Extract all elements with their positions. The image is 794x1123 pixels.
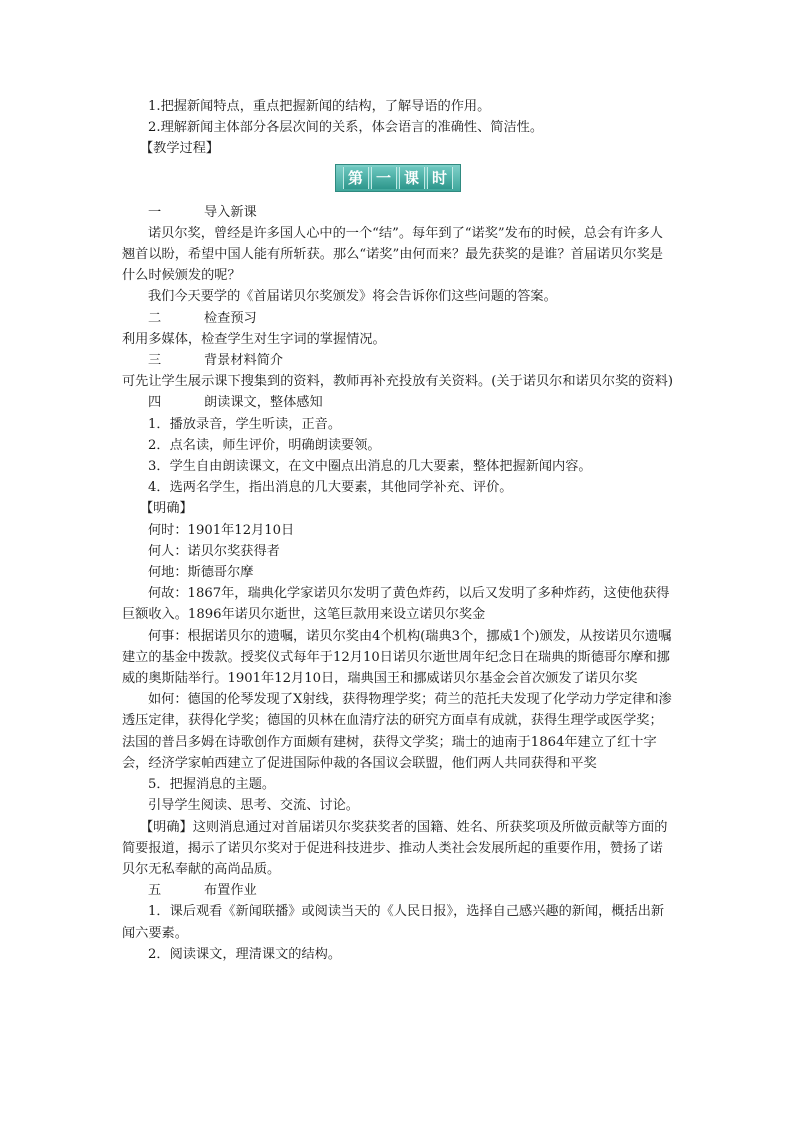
section-title: 布置作业 <box>204 883 257 899</box>
banner-char: 一 <box>371 167 397 189</box>
reading-step: 4．选两名学生，指出消息的几大要素，其他同学补充、评价。 <box>148 480 513 496</box>
section-heading-1 <box>122 202 674 223</box>
lesson-plan-page <box>122 96 674 965</box>
element-when: 何时：1901年12月10日 <box>148 522 295 538</box>
element-where: 何地：斯德哥尔摩 <box>148 565 254 581</box>
section-heading-3 <box>122 350 674 371</box>
intro-paragraph: 诺贝尔奖，曾经是许多国人心中的一个“结”。每年到了“诺奖”发布的时候，总会有许多人翘首以盼，希望中国人能有所斩获。那么“诺奖”由何而来？最先获奖的是谁？首届诺贝尔奖是什么时候颁发的呢？ <box>122 225 663 284</box>
section-heading-4 <box>122 392 674 413</box>
section-heading-2 <box>122 308 674 329</box>
preview-paragraph: 利用多媒体，检查学生对生字词的掌握情况。 <box>122 331 386 347</box>
banner-char: 第 <box>343 167 369 189</box>
element-why: 何故：1867年，瑞典化学家诺贝尔发明了黄色炸药，以后又发明了多种炸药，这使他获得巨额收入。1896年诺贝尔逝世，这笔巨款用来设立诺贝尔奖金 <box>122 586 670 623</box>
element-who: 何人：诺贝尔奖获得者 <box>148 543 280 559</box>
lesson-banner <box>335 164 461 192</box>
process-heading: 【教学过程】 <box>140 141 220 157</box>
section-title: 朗读课文，整体感知 <box>204 395 323 411</box>
section-number: 一 <box>148 204 162 220</box>
reading-step-5: 5．把握消息的主题。 <box>148 777 276 793</box>
reading-step: 3．学生自由朗读课文，在文中圈点出消息的几大要素，整体把握新闻内容。 <box>148 459 592 475</box>
intro-paragraph-2: 我们今天要学的《首届诺贝尔奖颁发》将会告诉你们这些问题的答案。 <box>148 289 557 305</box>
section-title: 检查预习 <box>204 310 257 326</box>
reading-step: 2．点名读，师生评价，明确朗读要领。 <box>148 437 381 453</box>
element-what: 何事：根据诺贝尔的遗嘱，诺贝尔奖由4个机构(瑞典3个，挪威1个)颁发，从按诺贝尔遗嘱建立的基金中拨款。授奖仪式每年于12月10日诺贝尔逝世周年纪念日在瑞典的斯德哥尔摩和挪威的奥斯陆举行。1901年12月10日，瑞典国王和挪威诺贝尔基金会首次颁发了诺贝尔奖 <box>122 628 672 687</box>
objective-1: 1.把握新闻特点，重点把握新闻的结构，了解导语的作用。 <box>148 99 491 114</box>
banner-char: 课 <box>399 167 425 189</box>
element-how: 如何：德国的伦琴发现了X射线，获得物理学奖；荷兰的范托夫发现了化学动力学定律和渗透压定律，获得化学奖；德国的贝林在血清疗法的研究方面卓有成就，获得生理学或医学奖；法国的普吕多姆在诗歌创作方面颇有建树，获得文学奖；瑞士的迪南于1864年建立了红十字会，经济学家帕西建立了促进国际仲裁的各国议会联盟，他们两人共同获得和平奖 <box>122 692 672 771</box>
section-number: 二 <box>148 310 162 326</box>
homework-item: 2．阅读课文，理清课文的结构。 <box>148 946 342 962</box>
section-number: 五 <box>148 883 162 899</box>
reading-step: 1．播放录音，学生听读，正音。 <box>148 416 342 432</box>
section-title: 导入新课 <box>204 204 257 220</box>
discussion-guide: 引导学生阅读、思考、交流、讨论。 <box>148 798 359 814</box>
theme-paragraph: 【明确】这则消息通过对首届诺贝尔奖获奖者的国籍、姓名、所获奖项及所做贡献等方面的简要报道，揭示了诺贝尔奖对于促进科技进步、推动人类社会发展所起的重要作用，赞扬了诺贝尔无私奉献的高尚品质。 <box>122 819 668 877</box>
section-number: 三 <box>148 353 162 369</box>
banner-char: 时 <box>427 167 453 189</box>
lesson-banner-wrap <box>122 164 674 200</box>
homework-item: 1．课后观看《新闻联播》或阅读当天的《人民日报》，选择自己感兴趣的新闻，概括出新闻六要素。 <box>122 904 665 941</box>
section-heading-5 <box>122 880 674 901</box>
section-title: 背景材料简介 <box>204 353 284 369</box>
background-paragraph: 可先让学生展示课下搜集到的资料，教师再补充投放有关资料。(关于诺贝尔和诺贝尔奖的资料) <box>122 374 673 390</box>
section-number: 四 <box>148 395 162 411</box>
clarify-label: 【明确】 <box>140 501 193 517</box>
objective-2: 2.理解新闻主体部分各层次间的关系，体会语言的准确性、简洁性。 <box>148 120 544 136</box>
